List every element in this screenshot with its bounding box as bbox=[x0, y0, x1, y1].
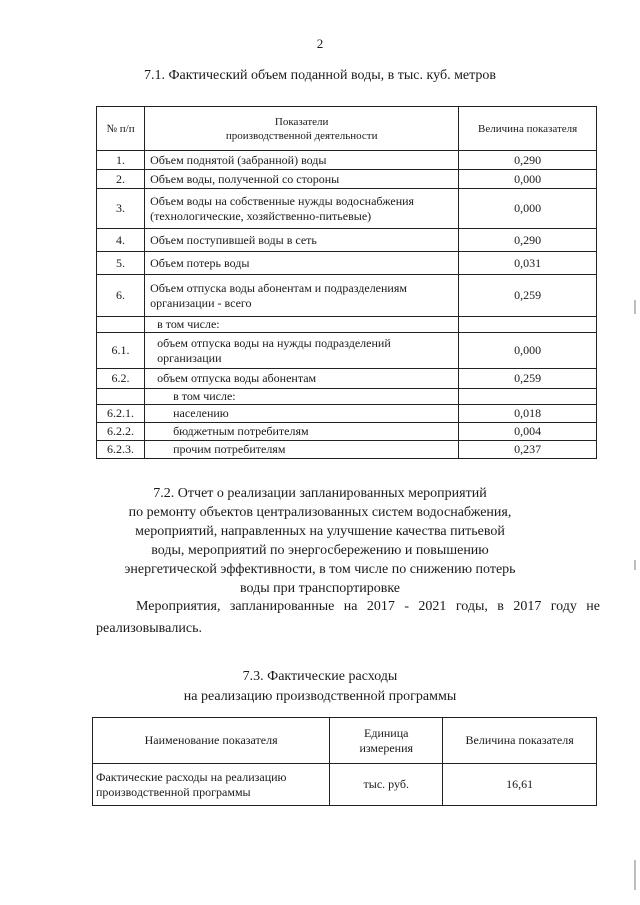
table-row bbox=[97, 229, 597, 252]
scan-edge-mark bbox=[634, 860, 636, 890]
row-name: населению bbox=[145, 405, 459, 423]
row-name: в том числе: bbox=[145, 389, 459, 405]
row-name: прочим потребителям bbox=[145, 441, 459, 459]
table-header-row bbox=[97, 107, 597, 151]
scan-edge-mark bbox=[634, 300, 636, 314]
header-num: № п/п bbox=[97, 107, 145, 151]
header-unit-line1: Единица bbox=[364, 725, 409, 740]
section-7-2-title-line: 7.2. Отчет о реализации запланированных мероприятий bbox=[153, 486, 487, 501]
table-row bbox=[97, 252, 597, 275]
table-row bbox=[97, 389, 597, 405]
table-row bbox=[97, 170, 597, 189]
section-7-3-title-line2: на реализацию производственной программы bbox=[183, 689, 457, 704]
section-7-2-title-line: энергетической эффективности, в том числе по снижению потерь bbox=[124, 562, 516, 577]
table-row bbox=[97, 441, 597, 459]
header-indicator-name: Наименование показателя bbox=[93, 718, 330, 764]
section-7-3-title-line1: 7.3. Фактические расходы bbox=[242, 669, 398, 684]
row-name: бюджетным потребителям bbox=[145, 423, 459, 441]
row-value: 0,290 bbox=[459, 151, 597, 170]
section-7-2-title-line: по ремонту объектов централизованных систем водоснабжения, bbox=[128, 505, 512, 520]
header-indicator-line1: Показатели bbox=[274, 115, 329, 128]
table-row bbox=[97, 151, 597, 170]
row-num: 6.2.3. bbox=[97, 441, 145, 459]
table-row bbox=[97, 423, 597, 441]
row-value bbox=[459, 317, 597, 333]
row-value: 16,61 bbox=[443, 764, 597, 806]
row-num bbox=[97, 389, 145, 405]
row-num: 6.2. bbox=[97, 369, 145, 389]
row-name: в том числе: bbox=[145, 317, 459, 333]
row-name: Объем поднятой (забранной) воды bbox=[145, 151, 459, 170]
header-unit-line2: измерения bbox=[359, 740, 414, 755]
header-indicator bbox=[145, 107, 459, 151]
row-num: 2. bbox=[97, 170, 145, 189]
header-value: Величина показателя bbox=[443, 718, 597, 764]
row-value: 0,000 bbox=[459, 333, 597, 369]
actual-expenses-table bbox=[92, 717, 597, 806]
table-row bbox=[97, 405, 597, 423]
row-num: 3. bbox=[97, 189, 145, 229]
row-num: 4. bbox=[97, 229, 145, 252]
row-value: 0,018 bbox=[459, 405, 597, 423]
row-value: 0,290 bbox=[459, 229, 597, 252]
row-name: Объем воды, полученной со стороны bbox=[145, 170, 459, 189]
row-value: 0,031 bbox=[459, 252, 597, 275]
row-name: объем отпуска воды на нужды подразделений организации bbox=[145, 333, 459, 369]
row-num: 6.2.1. bbox=[97, 405, 145, 423]
row-num: 1. bbox=[97, 151, 145, 170]
row-num bbox=[97, 317, 145, 333]
section-7-1-title: 7.1. Фактический объем поданной воды, в тыс. куб. метров bbox=[143, 68, 497, 83]
row-num: 5. bbox=[97, 252, 145, 275]
row-name: Объем воды на собственные нужды водоснабжения (технологические, хозяйственно-питьевые) bbox=[145, 189, 459, 229]
section-7-2-title bbox=[0, 484, 640, 598]
section-7-2-title-line: мероприятий, направленных на улучшение качества питьевой bbox=[135, 524, 505, 539]
row-num: 6.2.2. bbox=[97, 423, 145, 441]
section-7-2-title-line: воды, мероприятий по энергосбережению и повышению bbox=[151, 543, 489, 558]
row-value: 0,004 bbox=[459, 423, 597, 441]
header-value: Величина показателя bbox=[459, 107, 597, 151]
row-value bbox=[459, 389, 597, 405]
row-value: 0,237 bbox=[459, 441, 597, 459]
row-name: Объем поступившей воды в сеть bbox=[145, 229, 459, 252]
water-volume-table bbox=[96, 106, 597, 459]
table-row bbox=[97, 189, 597, 229]
row-unit: тыс. руб. bbox=[330, 764, 443, 806]
section-7-2-paragraph: Мероприятия, запланированные на 2017 - 2021 годы, в 2017 году не реализовывались. bbox=[96, 599, 600, 636]
table-row bbox=[93, 764, 597, 806]
section-7-2-title-line: воды при транспортировке bbox=[239, 581, 401, 596]
header-indicator-line2: производственной деятельности bbox=[225, 129, 378, 142]
row-value: 0,259 bbox=[459, 369, 597, 389]
row-num: 6. bbox=[97, 275, 145, 317]
table-row bbox=[97, 333, 597, 369]
scan-edge-mark bbox=[634, 560, 636, 570]
row-name: Объем отпуска воды абонентам и подразделениям организации - всего bbox=[145, 275, 459, 317]
row-value: 0,000 bbox=[459, 189, 597, 229]
page-number: 2 bbox=[316, 36, 324, 51]
table-row bbox=[97, 275, 597, 317]
header-unit bbox=[330, 718, 443, 764]
row-name: Объем потерь воды bbox=[145, 252, 459, 275]
row-value: 0,000 bbox=[459, 170, 597, 189]
row-value: 0,259 bbox=[459, 275, 597, 317]
table-row bbox=[97, 317, 597, 333]
row-name: объем отпуска воды абонентам bbox=[145, 369, 459, 389]
table-header-row bbox=[93, 718, 597, 764]
row-num: 6.1. bbox=[97, 333, 145, 369]
table-row bbox=[97, 369, 597, 389]
row-name: Фактические расходы на реализацию производственной программы bbox=[93, 764, 330, 806]
